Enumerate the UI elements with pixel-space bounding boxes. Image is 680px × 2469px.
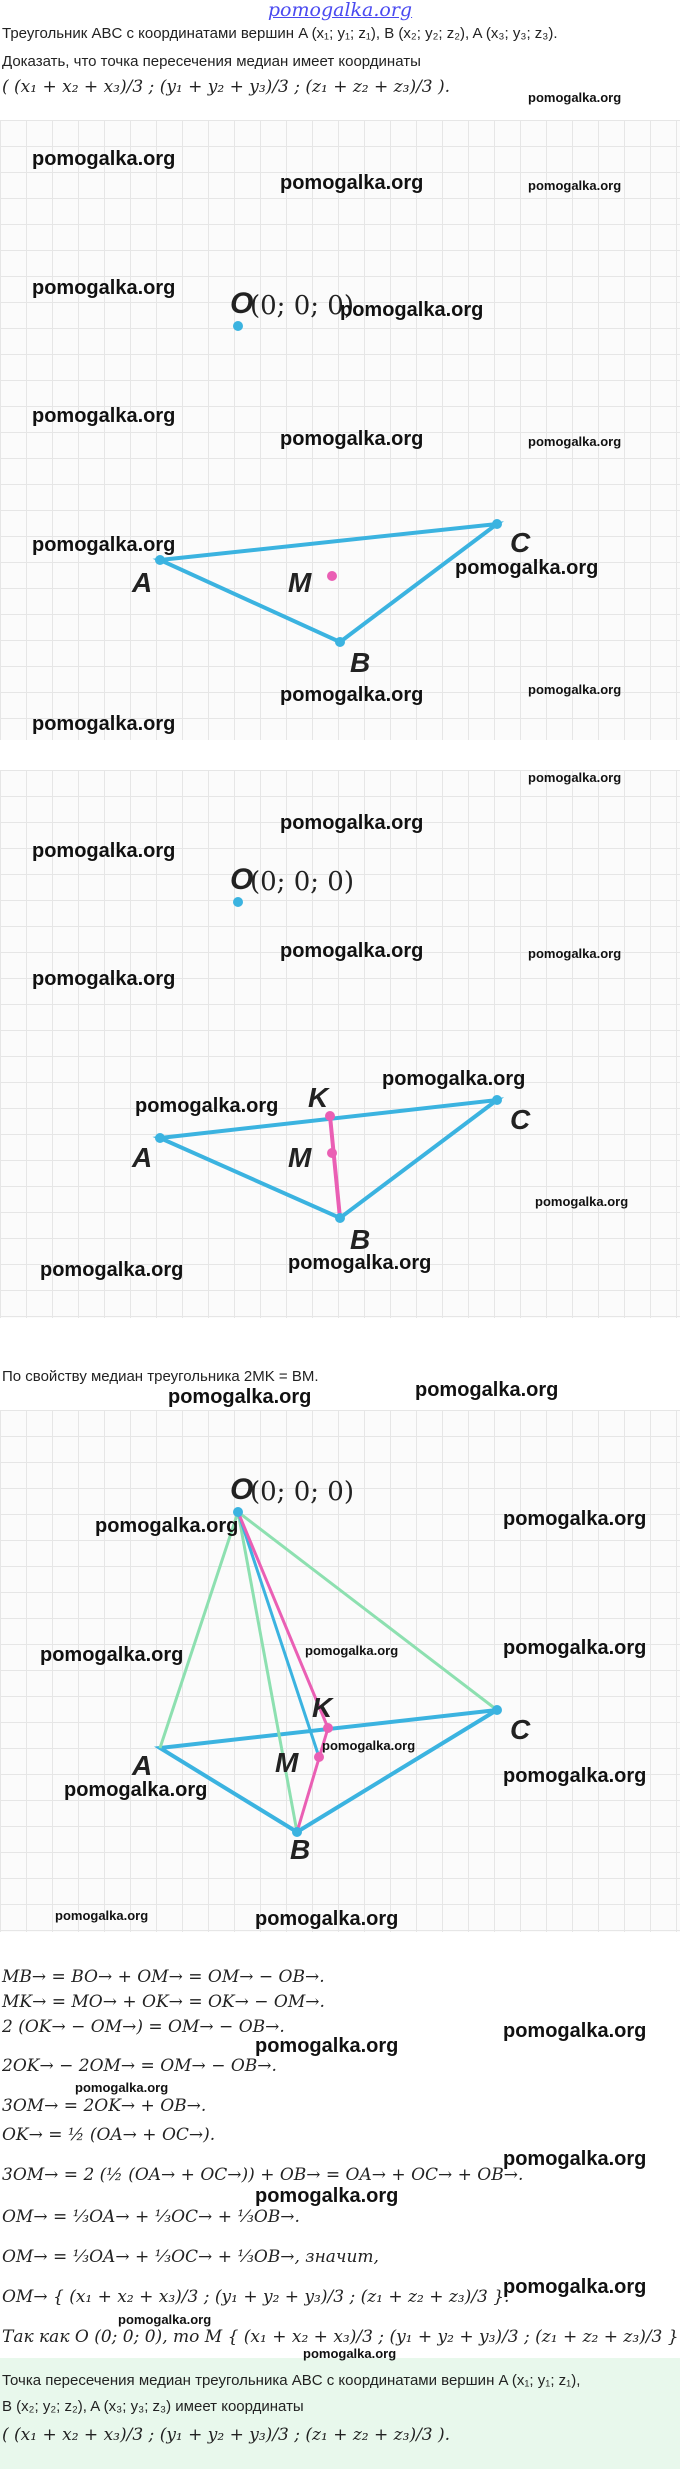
vertex-b-point bbox=[335, 637, 345, 647]
derivation-line-4: 2OK→ − 2OM→ = OM→ − OB→. bbox=[2, 2056, 277, 2076]
vertex-b-point bbox=[335, 1213, 345, 1223]
derivation-line-7: 3OM→ = 2 (½ (OA→ + OC→)) + OB→ = OA→ + OC→ + OB→. bbox=[2, 2165, 524, 2185]
watermark: pomogalka.org bbox=[503, 1637, 647, 1659]
watermark: pomogalka.org bbox=[168, 1386, 312, 1408]
watermark: pomogalka.org bbox=[135, 1095, 279, 1117]
watermark: pomogalka.org bbox=[64, 1779, 208, 1801]
label-a-2: A bbox=[132, 1142, 153, 1173]
vector-ob bbox=[238, 1512, 297, 1832]
watermark: pomogalka.org bbox=[503, 2020, 647, 2042]
label-m-1: M bbox=[288, 567, 312, 598]
watermark: pomogalka.org bbox=[75, 2080, 169, 2095]
vertex-a-point bbox=[155, 1133, 165, 1143]
watermark: pomogalka.org bbox=[288, 1252, 432, 1274]
label-a-3: A bbox=[132, 1750, 153, 1781]
site-link[interactable]: pomogalka.org bbox=[267, 0, 413, 21]
watermark: pomogalka.org bbox=[280, 428, 424, 450]
label-k-3: K bbox=[312, 1692, 333, 1723]
watermark: pomogalka.org bbox=[528, 178, 622, 193]
derivation-line-10: OM→ { (x₁ + x₂ + x₃)/3 ; (y₁ + y₂ + y₃)/3 ; (z₁ + z₂ + z₃)/3 }. bbox=[2, 2287, 510, 2307]
label-c-1: C bbox=[510, 527, 531, 558]
watermark: pomogalka.org bbox=[528, 90, 622, 105]
origin-coords-3: (0; 0; 0) bbox=[250, 1477, 354, 1507]
watermark: pomogalka.org bbox=[305, 1643, 399, 1658]
origin-label-3: O bbox=[230, 1473, 254, 1506]
watermark: pomogalka.org bbox=[340, 299, 484, 321]
label-b-2: B bbox=[350, 1224, 371, 1255]
watermark: pomogalka.org bbox=[280, 940, 424, 962]
derivation-line-11: Так как O (0; 0; 0), то M { (x₁ + x₂ + x₃)/3 ; (y₁ + y₂ + y₃)/3 ; (z₁ + z₂ + z₃)/3 } bbox=[2, 2327, 679, 2347]
centroid-m-point bbox=[327, 571, 337, 581]
watermark: pomogalka.org bbox=[528, 434, 622, 449]
label-m-3: M bbox=[275, 1747, 299, 1778]
derivation-line-5: 3OM→ = 2OK→ + OB→. bbox=[2, 2096, 207, 2116]
vector-oc bbox=[238, 1512, 497, 1710]
watermark: pomogalka.org bbox=[32, 148, 176, 170]
origin-coords-1: (0; 0; 0) bbox=[250, 291, 354, 321]
conclusion-line-1: Точка пересечения медиан треугольника ABC с координатами вершин A (x₁; y₁; z₁), bbox=[2, 2372, 581, 2389]
watermark: pomogalka.org bbox=[32, 405, 176, 427]
conclusion-line-2: B (x₂; y₂; z₂), A (x₃; y₃; z₃) имеет координаты bbox=[2, 2398, 304, 2415]
watermark: pomogalka.org bbox=[40, 1644, 184, 1666]
watermark: pomogalka.org bbox=[303, 2346, 397, 2361]
watermark: pomogalka.org bbox=[32, 968, 176, 990]
watermark: pomogalka.org bbox=[280, 172, 424, 194]
watermark: pomogalka.org bbox=[95, 1515, 239, 1537]
label-b-1: B bbox=[350, 647, 371, 678]
derivation-line-3: 2 (OK→ − OM→) = OM→ − OB→. bbox=[2, 2017, 285, 2037]
median-property-text: По свойству медиан треугольника 2MK = BM. bbox=[2, 1368, 319, 1385]
conclusion-line-3: ( (x₁ + x₂ + x₃)/3 ; (y₁ + y₂ + y₃)/3 ; (z₁ + z₂ + z₃)/3 ). bbox=[2, 2425, 451, 2445]
label-m-2: M bbox=[288, 1142, 312, 1173]
watermark: pomogalka.org bbox=[255, 2035, 399, 2057]
watermark: pomogalka.org bbox=[280, 812, 424, 834]
watermark: pomogalka.org bbox=[255, 2185, 399, 2207]
origin-label-2: O bbox=[230, 863, 254, 896]
derivation-line-2: MK→ = MO→ + OK→ = OK→ − OM→. bbox=[2, 1992, 325, 2012]
watermark: pomogalka.org bbox=[322, 1738, 416, 1753]
watermark: pomogalka.org bbox=[40, 1259, 184, 1281]
vertex-c-point bbox=[492, 1095, 502, 1105]
label-k-2: K bbox=[308, 1082, 329, 1113]
problem-line-2: Доказать, что точка пересечения медиан имеет координаты bbox=[2, 53, 421, 70]
vertex-c-point bbox=[492, 1705, 502, 1715]
watermark: pomogalka.org bbox=[503, 1508, 647, 1530]
watermark: pomogalka.org bbox=[535, 1194, 629, 1209]
watermark: pomogalka.org bbox=[503, 2276, 647, 2298]
vertex-c-point bbox=[492, 519, 502, 529]
watermark: pomogalka.org bbox=[455, 557, 599, 579]
problem-line-3: ( (x₁ + x₂ + x₃)/3 ; (y₁ + y₂ + y₃)/3 ; (z₁ + z₂ + z₃)/3 ). bbox=[2, 77, 451, 97]
vector-oa bbox=[160, 1512, 238, 1748]
watermark: pomogalka.org bbox=[382, 1068, 526, 1090]
watermark: pomogalka.org bbox=[32, 277, 176, 299]
label-c-2: C bbox=[510, 1104, 531, 1135]
origin-coords-2: (0; 0; 0) bbox=[250, 867, 354, 897]
label-a-1: A bbox=[132, 567, 153, 598]
watermark: pomogalka.org bbox=[415, 1379, 559, 1401]
derivation-line-8: OM→ = ⅓OA→ + ⅓OC→ + ⅓OB→. bbox=[2, 2207, 300, 2227]
watermark: pomogalka.org bbox=[503, 2148, 647, 2170]
label-c-3: C bbox=[510, 1714, 531, 1745]
watermark: pomogalka.org bbox=[32, 840, 176, 862]
triangle-abc bbox=[160, 524, 497, 642]
derivation-line-9: OM→ = ⅓OA→ + ⅓OC→ + ⅓OB→, значит, bbox=[2, 2247, 379, 2267]
watermark: pomogalka.org bbox=[32, 713, 176, 735]
watermark: pomogalka.org bbox=[503, 1765, 647, 1787]
watermark: pomogalka.org bbox=[528, 946, 622, 961]
watermark: pomogalka.org bbox=[280, 684, 424, 706]
label-b-3: B bbox=[290, 1834, 311, 1865]
origin-label-1: O bbox=[230, 287, 254, 320]
derivation-line-6: OK→ = ½ (OA→ + OC→). bbox=[2, 2125, 216, 2145]
derivation-line-1: MB→ = BO→ + OM→ = OM→ − OB→. bbox=[2, 1967, 325, 1987]
watermark: pomogalka.org bbox=[118, 2312, 212, 2327]
watermark: pomogalka.org bbox=[528, 770, 622, 785]
watermark: pomogalka.org bbox=[255, 1908, 399, 1930]
median-bk bbox=[330, 1116, 340, 1218]
problem-line-1: Треугольник ABC с координатами вершин A (x₁; y₁; z₁), B (x₂; y₂; z₂), A (x₃; y₃; z₃). bbox=[2, 25, 558, 42]
watermark: pomogalka.org bbox=[528, 682, 622, 697]
watermark: pomogalka.org bbox=[55, 1908, 149, 1923]
watermark: pomogalka.org bbox=[32, 534, 176, 556]
vector-om bbox=[238, 1512, 319, 1757]
centroid-m-point bbox=[327, 1148, 337, 1158]
